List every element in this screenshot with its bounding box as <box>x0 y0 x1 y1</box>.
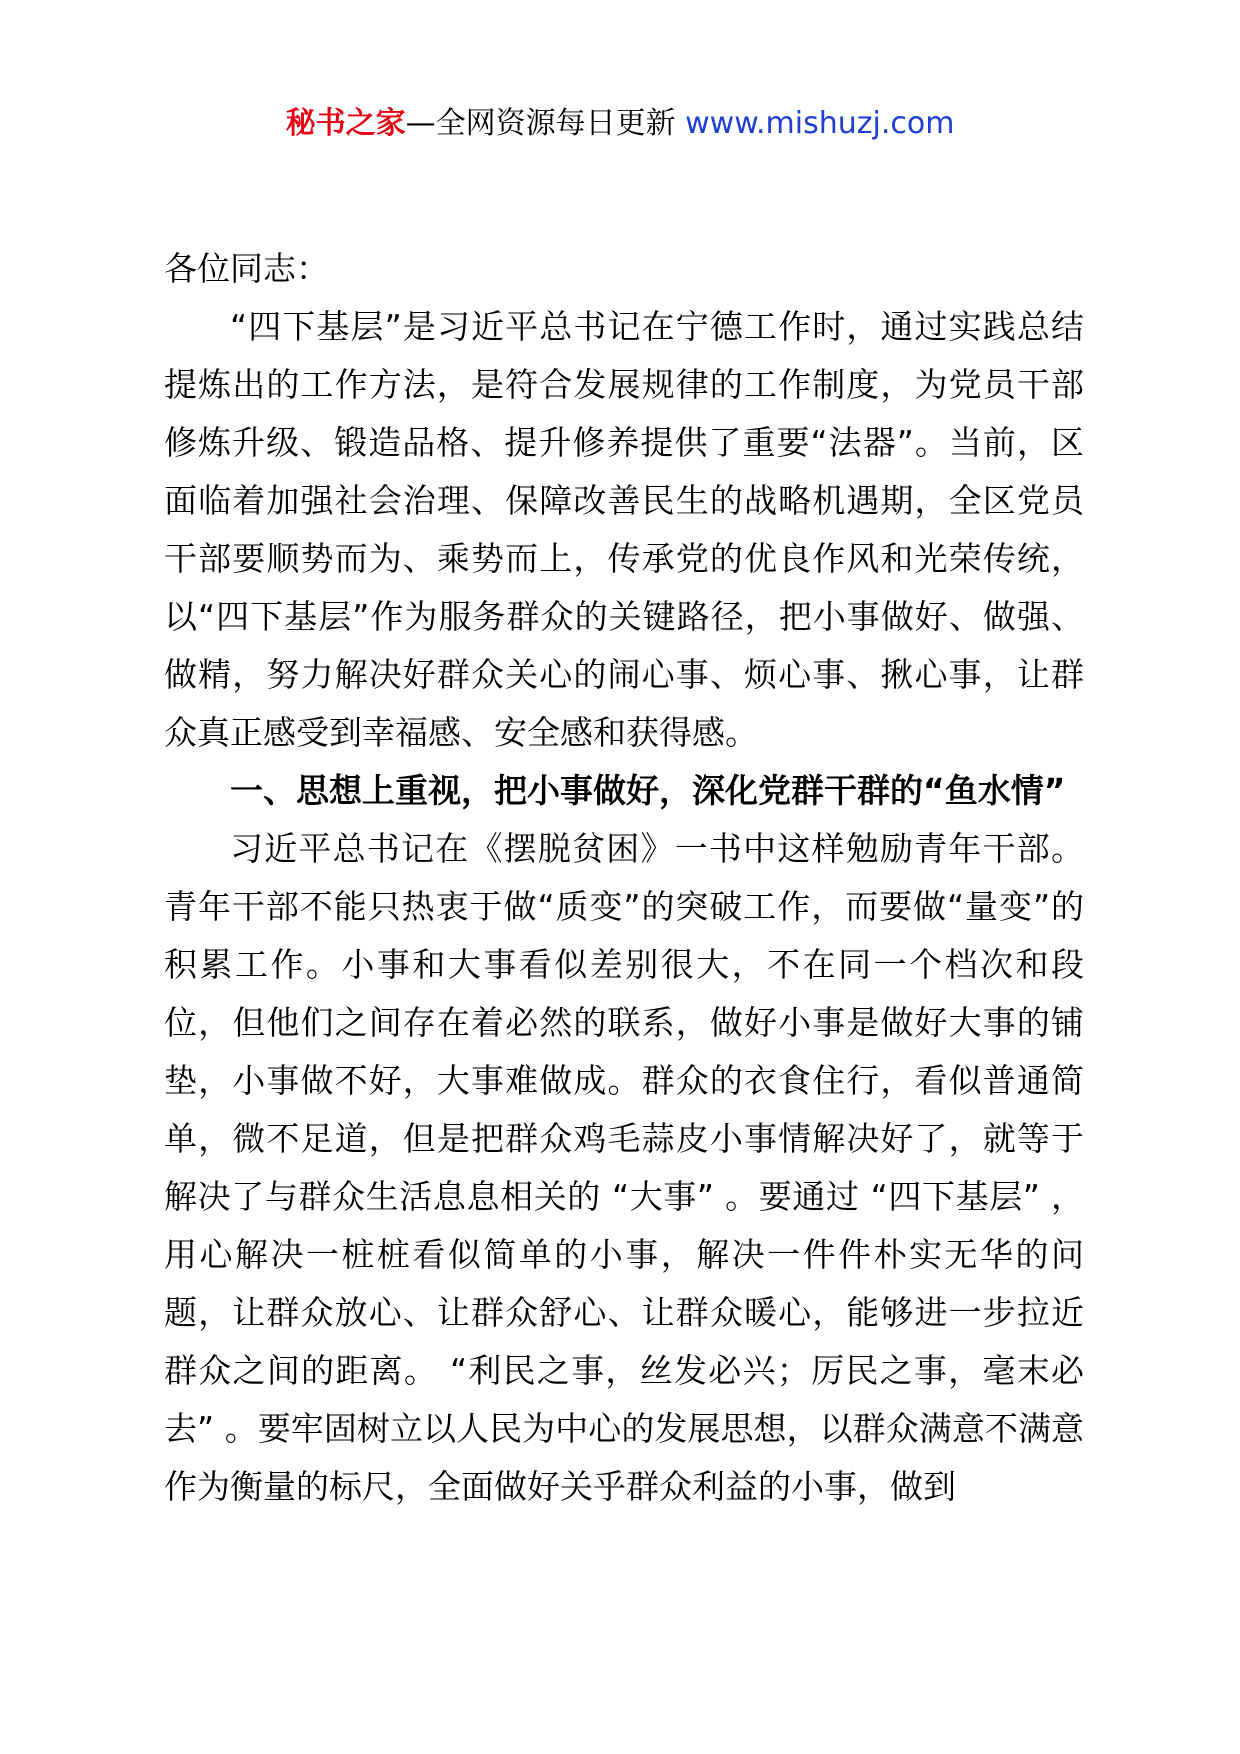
paragraph-section-1: 习近平总书记在《摆脱贫困》一书中这样勉励青年干部。青年干部不能只热衷于做“质变”的突破工作，而要做“量变”的积累工作。小事和大事看似差别很大，不在同一个档次和段位，但他们之间存在着必然的联系，做好小事是做好大事的铺垫，小事做不好，大事难做成。群众的衣食住行，看似普通简单，微不足道，但是把群众鸡毛蒜皮小事情解决好了，就等于解决了与群众生活息息相关的 “大事” 。要通过 “四下基层” ，用心解决一桩桩看似简单的小事，解决一件件朴实无华的问题，让群众放心、让群众舒心、让群众暖心，能够进一步拉近群众之间的距离。 “利民之事，丝发必兴；厉民之事，毫末必去” 。要牢固树立以人民为中心的发展思想，以群众满意不满意作为衡量的标尺，全面做好关乎群众利益的小事，做到 <box>164 829 1084 1506</box>
section-heading-1: 一、思想上重视，把小事做好，深化党群干群的“鱼水情” <box>230 771 1066 810</box>
header-brand: 秘书之家 <box>285 106 406 141</box>
header-url-link[interactable]: www.mishuzj.com <box>685 106 955 141</box>
paragraph-intro: “四下基层”是习近平总书记在宁德工作时，通过实践总结提炼出的工作方法，是符合发展规律的工作制度，为党员干部修炼升级、锻造品格、提升修养提供了重要“法器”。当前，区面临着加强社会治理、保障改善民生的战略机遇期，全区党员干部要顺势而为、乘势而上，传承党的优良作风和光荣传统，以“四下基层”作为服务群众的关键路径，把小事做好、做强、做精，努力解决好群众关心的闹心事、烦心事、揪心事，让群众真正感受到幸福感、安全感和获得感。 <box>164 307 1084 752</box>
document-body <box>164 240 1084 1516</box>
header-tagline: —全网资源每日更新 <box>405 106 686 141</box>
page-header <box>0 100 1240 148</box>
salutation: 各位同志： <box>164 249 329 288</box>
